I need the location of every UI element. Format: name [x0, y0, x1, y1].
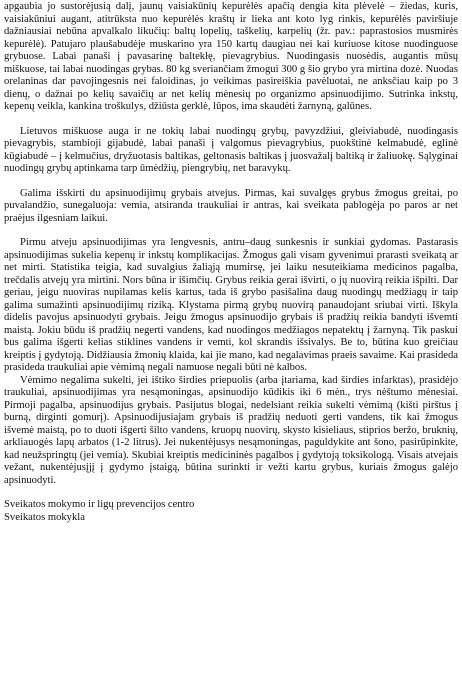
paragraph-5: Vėmimo negalima sukelti, jei ištiko širdies priepuolis (arba įtariama, kad širdies infarktas), prasidėjo traukuliai, apsinuodijimas yra nesąmoningas, apsinuodijo kūdikis iki 6 mėn., trys nėštumo mėnesiai. Pirmoji pagalba, apsinuodijus grybais. Pasijutus blogai, nedelsiant reikia sukelti vėmimą (kišti pirštus į burną, dirginti gomurį). Apsinuodijusiajam grybais iš pradžių neduoti gerti vandens, tik kai žmogus išvemė maistą, po to duoti išgerti šilto vandens, kruopų nuovirų, skysto kisieliaus, stiprios beržo, bruknių, arkliauogės lapų arbatos (1-2 litrus). Jei nukentėjusys nesąmoningas, paguldykite ant šono, pasirūpinkite, kad neužspringtų (jei vemia). Skubiai kreiptis medicininės pagalbos į gydytoją toksikologą. Visais atvejais vežant, nukentėjusįjį į gydymo įstaigą, būtina surinkti ir vežti kartu grybus, kuriais žmogus galėjo apsinuodyti.	[4, 374, 458, 486]
paragraph-gap	[4, 225, 458, 237]
footer-organization: Sveikatos mokymo ir ligų prevencijos centro	[4, 499, 195, 510]
paragraph-gap	[4, 487, 458, 499]
paragraph-gap	[4, 176, 458, 188]
paragraph-4: Pirmu atveju apsinuodijimas yra lengvesnis, antru–daug sunkesnis ir sunkiai gydomas. Pastarasis apsinuodijimas sukelia kepenų ir inkstų komplikacijas. Žmogus gali visam gyvenimui prarasti sveikatą ar net mirti. Statistika teigia, kad suvalgius žaliąją mumirsę, jei laiku nesuteikiama medicinos pagalba, trečdalis atvejų yra mirtini. Nors būna ir išimčių. Grybus reikia gerai išvirti, o jų nuovirą reikia išpilti. Dar geriau, jeigu nuoviras nupilamas kelis kartus, tada iš grybo pasišalina daug nuodingų medžiagų ir taip galima sumažinti apsinuodijimų riziką. Klystama pirmą grybų nuovirą panaudojant sriubai virti. Iškyla didelis pavojus apsinuodyti grybais. Jeigu žmogus apsinuodijo grybais iš pradžių reikia bandyti išvemti maistą. Jokiu būdu iš pradžių negerti vandens, kad nuodingos medžiagos nepatektų į žarnyną. Tik paskui bus galima išgerti kelias stiklines vandens ir vemti, kol skrandis išsivalys. Be to, būtina kuo greičiau kreiptis į gydytoją. Didžiausia žmonių klaida, kai jie mano, kad negalavimas praeis savaime. Kai prasideda prasideda traukuliai apie vėmimą negali namuose negali būti nė kalbos.	[4, 237, 458, 373]
paragraph-1: apgaubia jo sustorėjusią dalį, jaunų vaisiakūnių kepurėlės apačią dengia kita plėvelė – žiedas, kuris, vaisiakūniui augant, atitrūksta nuo kepurėlės kraštų ir lieka ant koto lyg rinkis, kepurėlės paviršiuje dažniausiai nebūna apvalkalo likučių: baltų lopelių, taškelių, karpelių (žr. pav.: paprastosios musmirės kepurėlė). Patujaro plaušabudėje muskarino yra 150 kartų daugiau nei kai kuriuose kitose nuodinguose grybuose. Labai panaši į pavasarinę baltekłę, pievagrybius. Nuodingasis nuosėdis, augantis mūsų miškuose, tai labai nuodingas grybas. 80 kg sveriančiam žmogui 300 g šio grybo yra mirtina dozė. Nuodas orelaninas dar pavojingesnis nei faloidinas, jo veikimas pasireiškia pavėluotai, ne anksčiau kaip po 3 dienų, o dažnai po kelių savaičių ar net kelių mėnesių po organizmo apsinuodijimo. Sutrinka inkstų, kepenų veikla, kankina troškulys, džiūsta gerklė, lūpos, ima skaudėti žarnyną, galūnes.	[4, 1, 458, 112]
footer-school: Sveikatos mokykla	[4, 511, 85, 523]
paragraph-gap	[4, 114, 458, 126]
paragraph-3: Galima išskirti du apsinuodijimų grybais atvejus. Pirmas, kai suvalgęs grybus žmogus greitai, po puvalandžio, sunegaluoja: vemia, atsiranda traukuliai ir antras, kai sveikata pablogėja po paros ar net praėjus ilgesniam laikui.	[4, 187, 458, 224]
paragraph-2: Lietuvos miškuose auga ir ne tokių labai nuodingų grybų, pavyzdžiui, gleiviabudė, nuodingasis pievagrybis, stambioji gijabudė, labai panaši į valgomus pievagrybius, puokštinė kelmabudė, eglinė kūgiabudė – į kelmučius, dryžuotasis baltikas, geltonasis baltikas į juosvažalį baltiką ir žaliuokę. Sąlyginai nuodingų grybų aptinkama tarp ūmėdžių, piengrybių, net baravykų.	[4, 125, 458, 174]
